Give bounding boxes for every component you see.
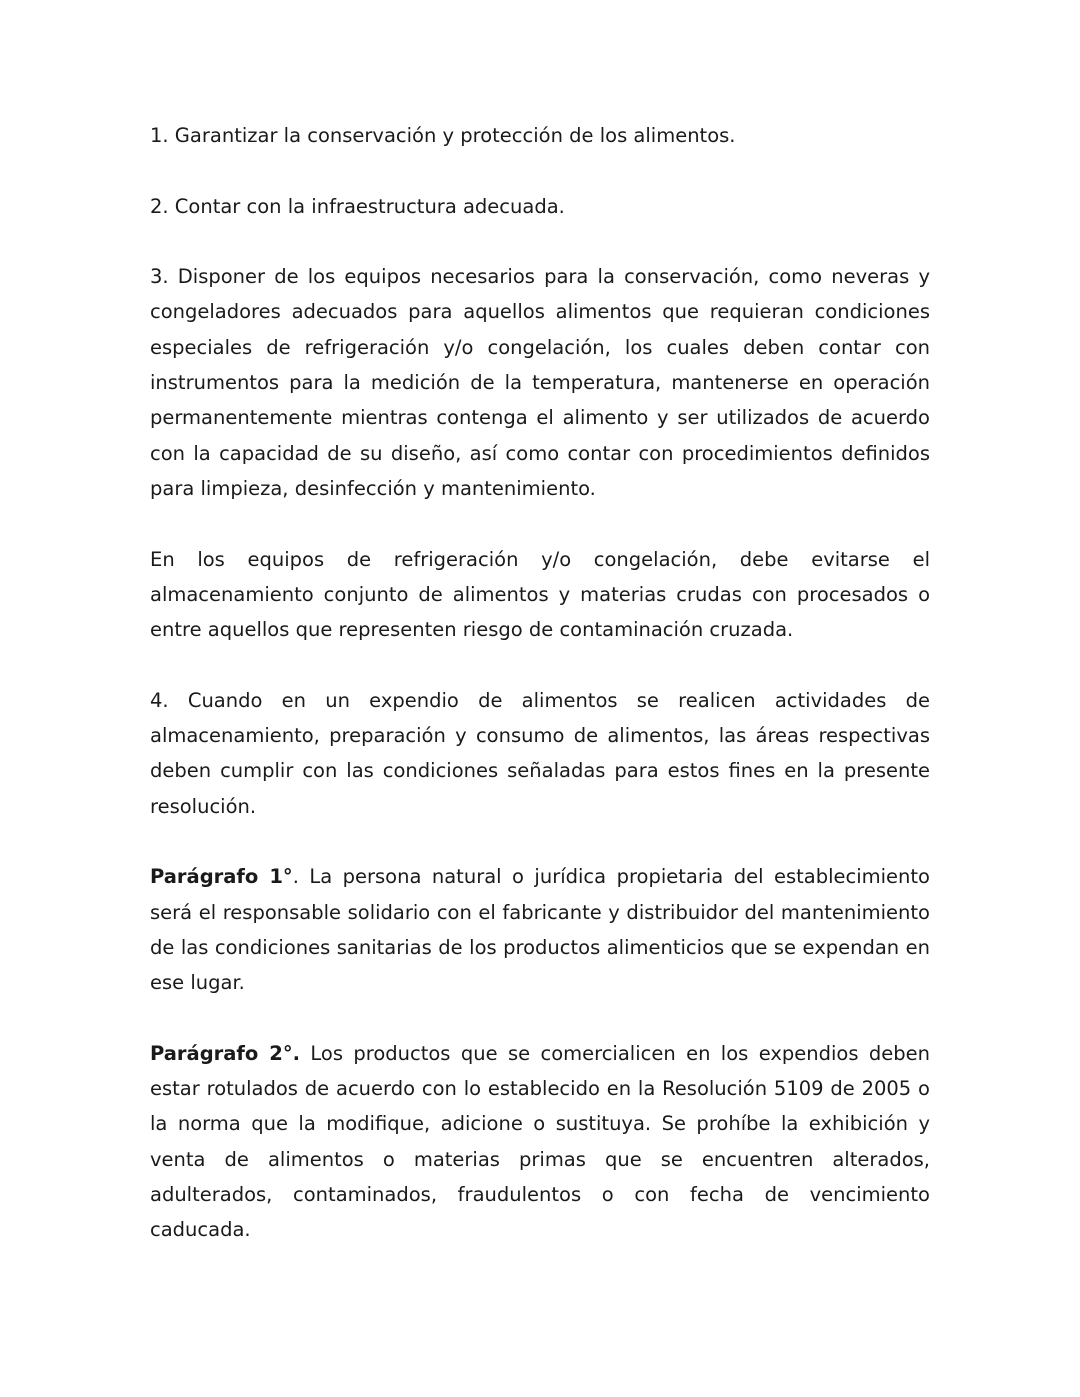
paragraph-2-text: Los productos que se comercialicen en los expendios deben estar rotulados de acuerdo con lo establecido en la Resolución 5109 de 2005 o la norma que la modifique, adicione o sustituya. Se prohíbe la exhibición y venta de alimentos o materias primas que se encuentren alterados, adulterados, contaminados, fraudulentos o con fecha de vencimiento caducada. xyxy=(150,1041,930,1242)
paragraph-1-heading: Parágrafo 1° xyxy=(150,865,293,889)
paragraph-2 xyxy=(150,1036,930,1248)
paragraph-1-text: . La persona natural o jurídica propietaria del establecimiento será el responsable solidario con el fabricante y distribuidor del mantenimiento de las condiciones sanitarias de los productos alimenticios que se expendan en ese lugar. xyxy=(150,865,930,995)
document-body xyxy=(150,118,930,1248)
item-3-note: En los equipos de refrigeración y/o congelación, debe evitarse el almacenamiento conjunto de alimentos y materias crudas con procesados o entre aquellos que representen riesgo de contaminación cruzada. xyxy=(150,547,930,642)
item-3: 3. Disponer de los equipos necesarios para la conservación, como neveras y congeladores adecuados para aquellos alimentos que requieran condiciones especiales de refrigeración y/o congelación, los cuales deben contar con instrumentos para la medición de la temperatura, mantenerse en operación permanentemente mientras contenga el alimento y ser utilizados de acuerdo con la capacidad de su diseño, así como contar con procedimientos definidos para limpieza, desinfección y mantenimiento. xyxy=(150,265,930,500)
paragraph-1 xyxy=(150,859,930,1000)
item-1: 1. Garantizar la conservación y protección de los alimentos. xyxy=(150,124,736,147)
item-2: 2. Contar con la infraestructura adecuada. xyxy=(150,194,565,218)
paragraph-2-heading: Parágrafo 2°. xyxy=(150,1041,301,1065)
item-4: 4. Cuando en un expendio de alimentos se realicen actividades de almacenamiento, preparación y consumo de alimentos, las áreas respectivas deben cumplir con las condiciones señaladas para estos fines en la presente resolución. xyxy=(150,688,930,818)
